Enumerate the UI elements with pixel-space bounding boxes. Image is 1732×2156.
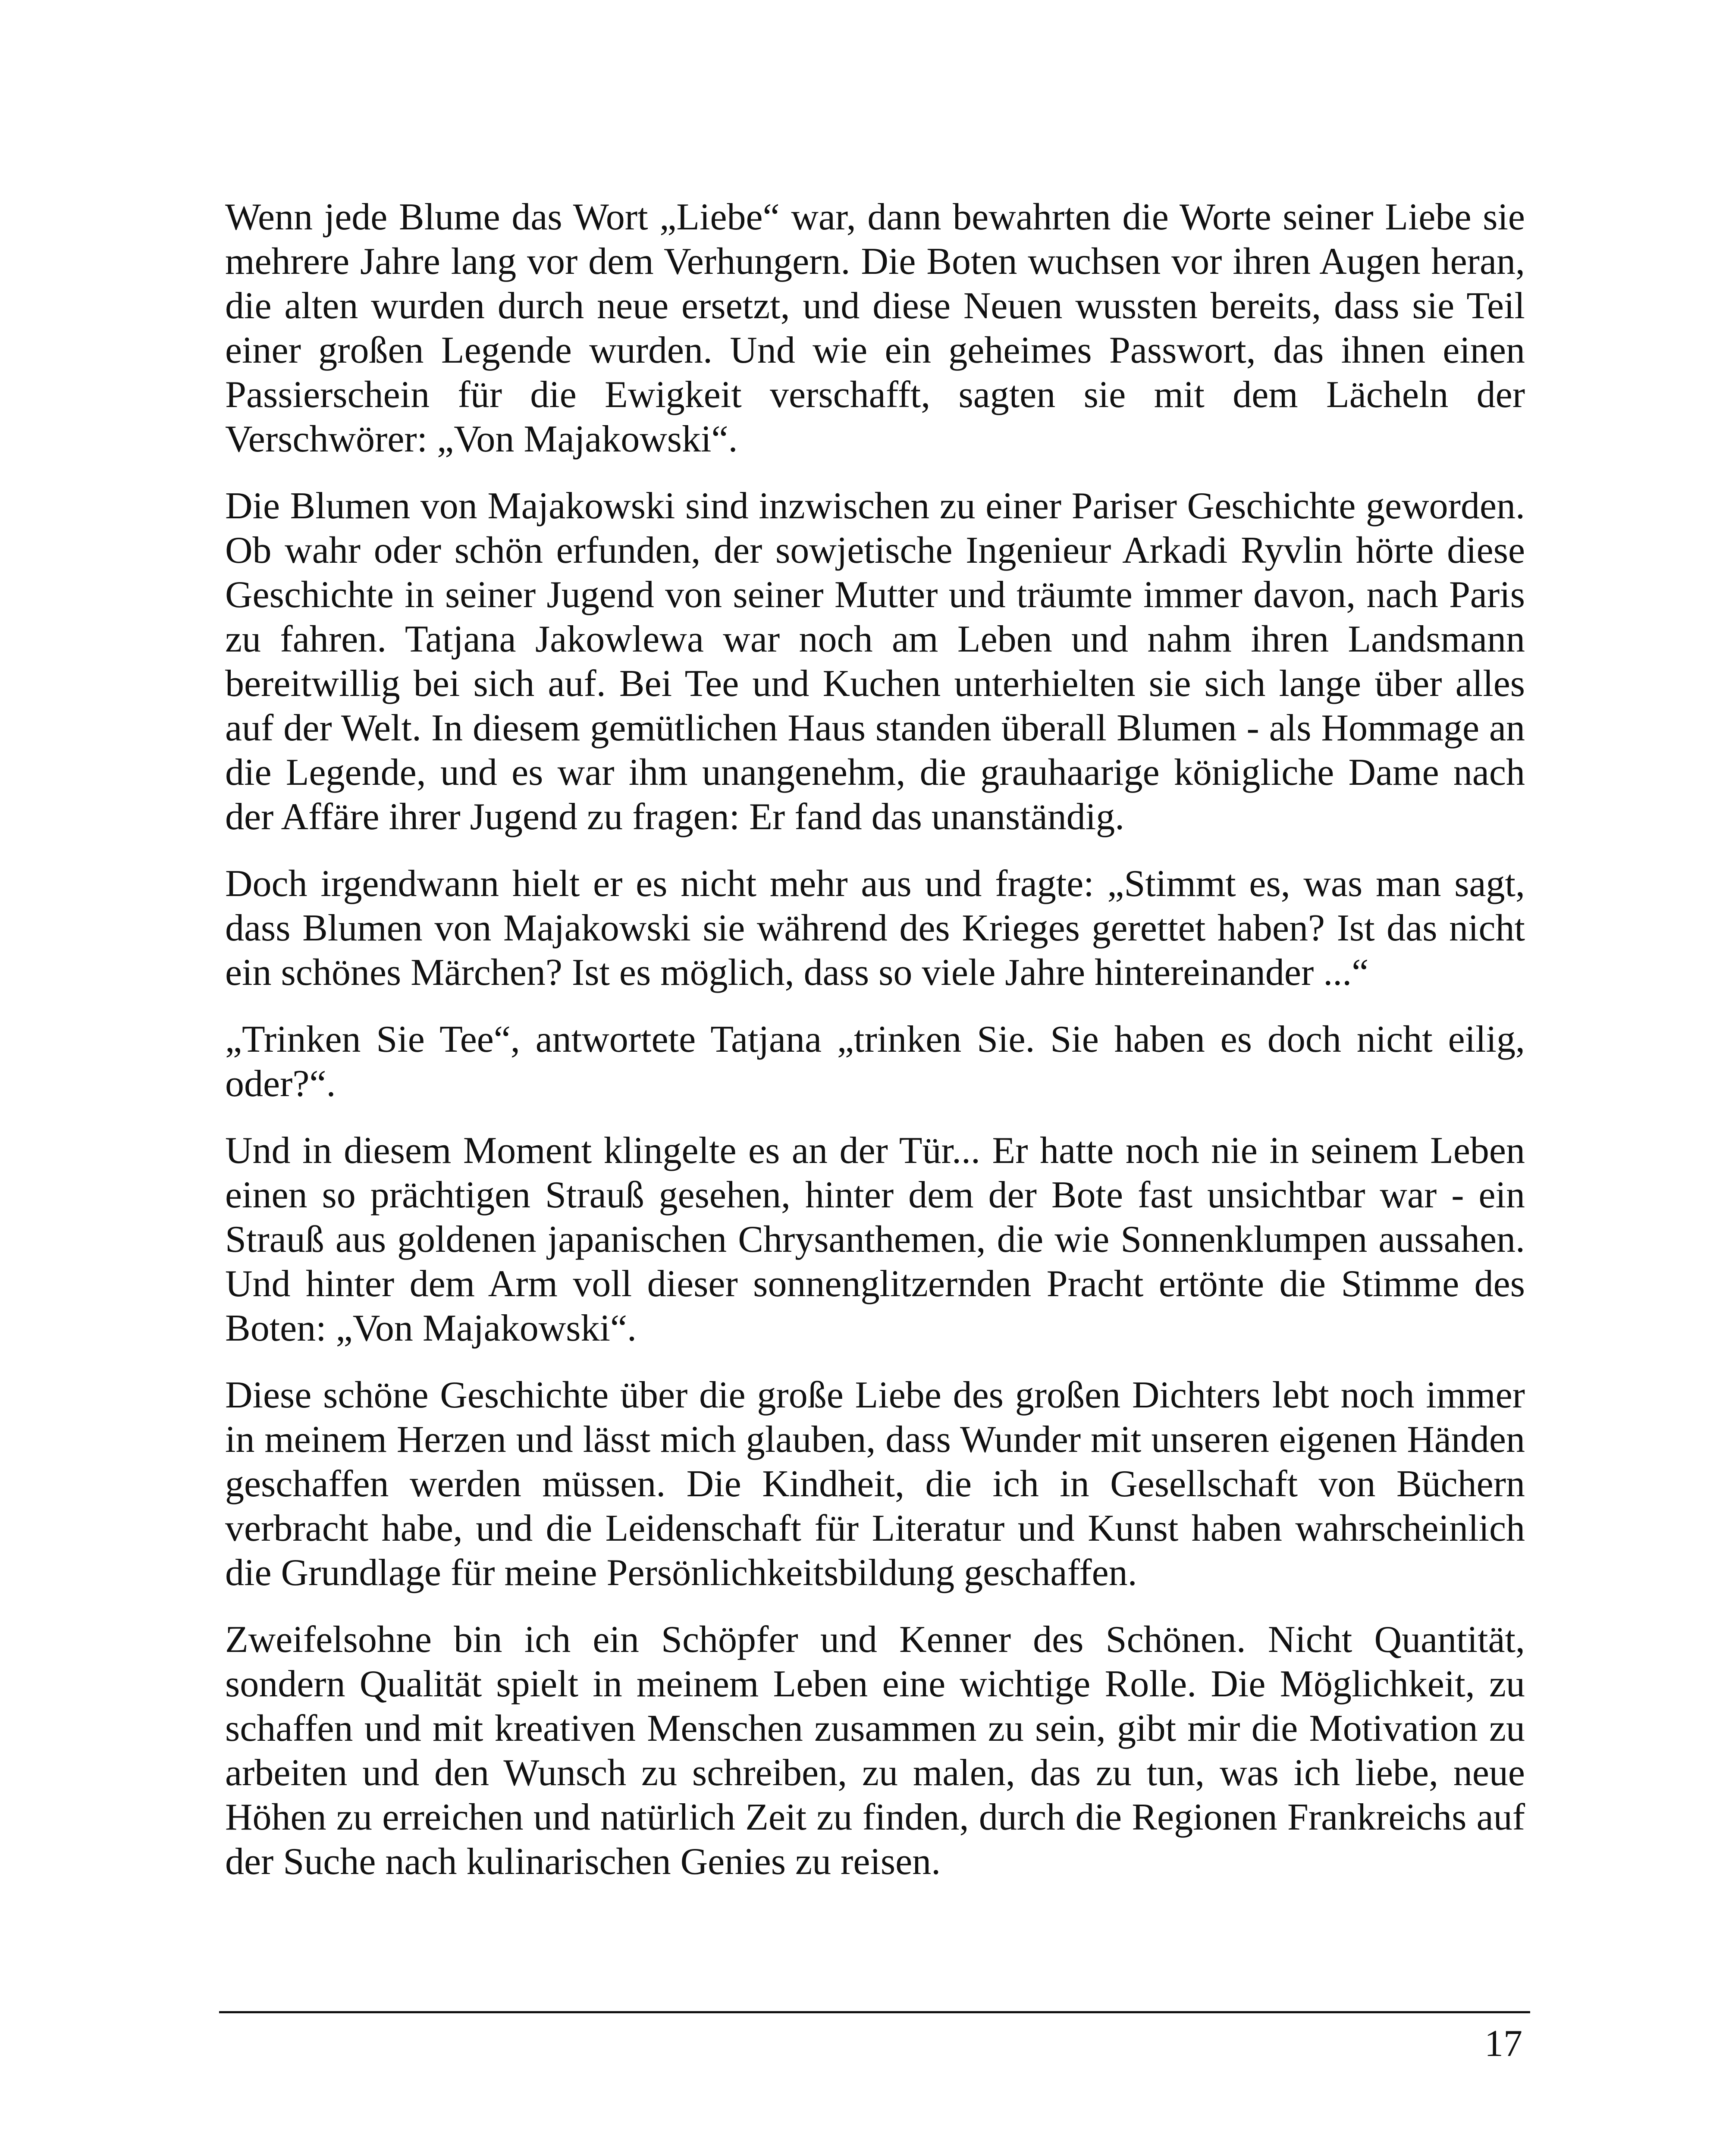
paragraph: Doch irgendwann hielt er es nicht mehr aus und fragte: „Stimmt es, was man sagt, dass Blumen von Majakowski sie während des Krieges gerettet haben? Ist das nicht ein schönes Märchen? Ist es möglich, dass so viele Jahre hintereinander ...“	[225, 863, 1525, 993]
paragraph: „Trinken Sie Tee“, antwortete Tatjana „trinken Sie. Sie haben es doch nicht eilig, oder?“.	[225, 1018, 1525, 1105]
page-body	[225, 195, 1525, 1906]
paragraph: Und in diesem Moment klingelte es an der Tür... Er hatte noch nie in seinem Leben einen so prächtigen Strauß gesehen, hinter dem der Bote fast unsichtbar war - ein Strauß aus goldenen japanischen Chrysanthemen, die wie Sonnenklumpen aussahen. Und hinter dem Arm voll dieser sonnenglitzernden Pracht ertönte die Stimme des Boten: „Von Majakowski“.	[225, 1130, 1525, 1349]
paragraph: Wenn jede Blume das Wort „Liebe“ war, dann bewahrten die Worte seiner Liebe sie mehrere Jahre lang vor dem Verhungern. Die Boten wuchsen vor ihren Augen heran, die alten wurden durch neue ersetzt, und diese Neuen wussten bereits, dass sie Teil einer großen Legende wurden. Und wie ein geheimes Passwort, das ihnen einen Passierschein für die Ewigkeit verschafft, sagten sie mit dem Lächeln der Verschwörer: „Von Majakowski“.	[225, 196, 1525, 460]
paragraph: Zweifelsohne bin ich ein Schöpfer und Kenner des Schönen. Nicht Quantität, sondern Qualität spielt in meinem Leben eine wichtige Rolle. Die Möglichkeit, zu schaffen und mit kreativen Menschen zusammen zu sein, gibt mir die Motivation zu arbeiten und den Wunsch zu schreiben, zu malen, das zu tun, was ich liebe, neue Höhen zu erreichen und natürlich Zeit zu finden, durch die Regionen Frankreichs auf der Suche nach kulinarischen Genies zu reisen.	[225, 1619, 1525, 1883]
footer-divider	[219, 2011, 1530, 2013]
page-number: 17	[1484, 2023, 1522, 2065]
paragraph: Die Blumen von Majakowski sind inzwischen zu einer Pariser Geschichte geworden. Ob wahr oder schön erfunden, der sowjetische Ingenieur Arkadi Ryvlin hörte diese Geschichte in seiner Jugend von seiner Mutter und träumte immer davon, nach Paris zu fahren. Tatjana Jakowlewa war noch am Leben und nahm ihren Landsmann bereitwillig bei sich auf. Bei Tee und Kuchen unterhielten sie sich lange über alles auf der Welt. In diesem gemütlichen Haus standen überall Blumen - als Hommage an die Legende, und es war ihm unangenehm, die grauhaarige königliche Dame nach der Affäre ihrer Jugend zu fragen: Er fand das unanständig.	[225, 485, 1525, 838]
paragraph: Diese schöne Geschichte über die große Liebe des großen Dichters lebt noch immer in meinem Herzen und lässt mich glauben, dass Wunder mit unseren eigenen Händen geschaffen werden müssen. Die Kindheit, die ich in Gesellschaft von Büchern verbracht habe, und die Leidenschaft für Literatur und Kunst haben wahrscheinlich die Grundlage für meine Persönlichkeitsbildung geschaffen.	[225, 1374, 1525, 1594]
